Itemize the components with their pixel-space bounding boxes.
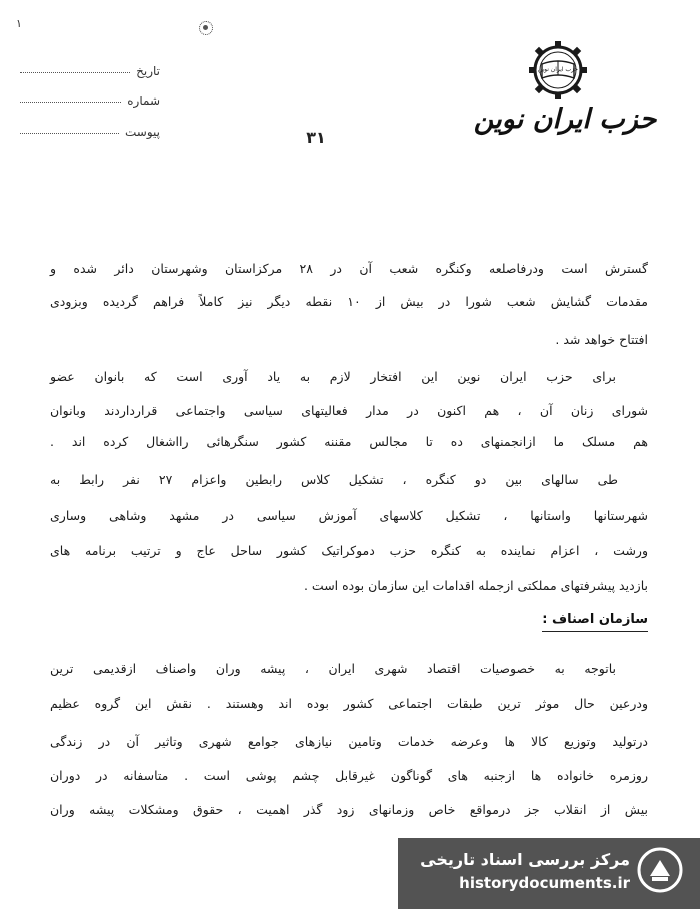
body-line: هم مسلک ما ازانجمنهای ده تا مجالس مقننه کشور سنگرهائی رااشغال کرده اند .: [50, 434, 648, 449]
body-line: افتتاح خواهد شد .: [555, 332, 648, 347]
number-field: [20, 90, 160, 108]
body-line: شورای زنان آن ، هم اکنون در مدار فعالیتهای سیاسی واجتماعی قرارداردند وبانوان: [50, 403, 648, 418]
section-heading: سازمان اصناف :: [542, 610, 648, 632]
number-dotted-line: [20, 102, 121, 103]
body-line: بازدید پیشرفتهای مملکتی ازجمله اقدامات این سازمان بوده است .: [303, 578, 648, 593]
body-line: درتولید وتوزیع کالا ها وعرضه خدمات وتامین نیازهای جوامع شهری وتاثیر آن در زندگی: [50, 734, 648, 749]
body-line: برای حزب ایران نوین این افتخار لازم به یاد آوری است که بانوان عضو: [50, 369, 616, 384]
party-name-heading: حزب ایران نوین: [473, 104, 657, 135]
attachment-label: پیوست: [125, 125, 160, 139]
body-line: روزمره خانواده ها ازجنبه های گوناگون غیرقابل چشم پوشی است . متاسفانه در دوران: [50, 768, 648, 783]
date-field: [20, 60, 160, 78]
body-line: باتوجه به خصوصیات اقتصاد شهری ایران ، پیشه وران واصناف ازقدیمی ترین: [50, 661, 616, 676]
body-line: طی سالهای بین دو کنگره ، تشکیل کلاس رابطین واعزام ۲۷ نفر رابط به: [50, 472, 619, 487]
watermark-url: historydocuments.ir: [459, 874, 630, 892]
date-label: تاریخ: [136, 64, 160, 78]
emblem-inscription: حزب ایران نوین: [537, 66, 579, 73]
document-number: ۳۱: [306, 128, 326, 147]
page-mark: ۱: [16, 17, 22, 30]
archive-logo-icon: [636, 846, 684, 894]
punch-hole-mark: [199, 21, 213, 35]
body-line: مقدمات گشایش شعب شورا در بیش از ۱۰ نقطه دیگر نیز کاملاً فراهم گردیده وبزودی: [50, 294, 648, 309]
body-line: ورشت ، اعزام نماینده به کنگره حزب دموکراتیک کشور ساحل عاج و ترتیب برنامه های: [50, 543, 648, 558]
body-line: ودرعین حال موثر ترین طبقات اجتماعی کشور بوده اند وهستند . نقش این گروه عظیم: [50, 696, 648, 711]
body-line: بیش از انقلاب جز درمواقع خاص وزمانهای زود گذر اهمیت ، حقوق ومشکلات پیشه وران: [50, 802, 648, 817]
attachment-field: [20, 121, 160, 139]
watermark-title: مرکز بررسی اسناد تاریخی: [420, 850, 630, 869]
body-line: گسترش است ودرفاصلعه وکنگره شعب آن در ۲۸ مرکزاستان وشهرستان دائر شده و: [50, 261, 648, 276]
attachment-dotted-line: [20, 133, 119, 134]
body-line: شهرستانها واستانها ، تشکیل کلاسهای آموزش سیاسی در مشهد وشاهی وساری: [50, 508, 648, 523]
number-label: شماره: [127, 94, 160, 108]
party-emblem-icon: [528, 40, 588, 100]
date-dotted-line: [20, 72, 130, 73]
